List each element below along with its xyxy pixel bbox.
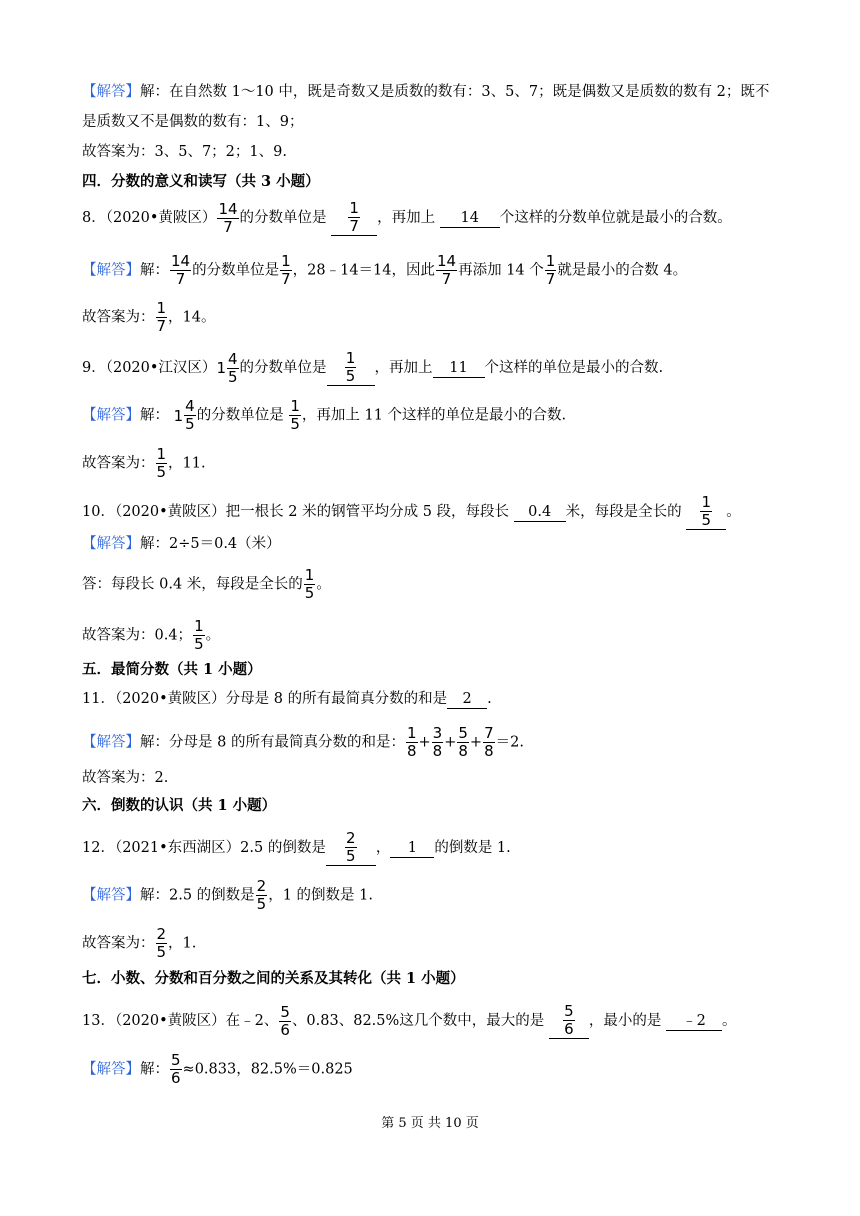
numerator: 5 [458,724,468,742]
question-text: 的倒数是 1. [434,840,511,856]
answer-line [82,618,220,653]
numerator: 1 [156,445,167,463]
section-title: 五．最简分数（共 1 小题） [82,661,262,678]
fraction [289,398,301,433]
numerator: 2 [156,925,167,943]
solution-text: ，1 的倒数是 1. [268,887,373,904]
denominator: 8 [484,742,494,760]
question-text: 的分数单位是 [239,360,327,376]
denominator: 7 [441,270,452,288]
answer-line [82,142,287,162]
question-text: . [487,691,492,707]
denominator: 6 [564,1020,574,1038]
solution-line [82,112,303,132]
numerator: 3 [432,724,443,742]
numerator: 1 [345,349,356,367]
fraction [256,878,268,913]
solution-line [82,253,687,288]
denominator: 8 [406,742,417,760]
denominator: 7 [281,270,291,288]
answer-text: 故答案为： [82,309,155,326]
denominator: 6 [171,1069,181,1087]
page-footer: 第 5 页 共 10 页 [381,1116,479,1131]
solution-text: 是质数又不是偶数的数有：1、9； [82,114,304,130]
section-heading [82,172,320,192]
question-13 [82,1003,737,1039]
numerator: 5 [280,1002,290,1021]
section-heading [82,796,276,816]
question-text: ，再加上 [374,360,433,376]
denominator: 5 [701,511,712,529]
answer-text: ，14。 [168,309,216,326]
denominator: 6 [280,1020,290,1039]
numerator: 14 [218,199,238,218]
answer-tag: 【解答】 [82,407,140,424]
fraction [345,350,357,385]
question-text: 12．（2021•东西湖区）2.5 的倒数是 [82,840,326,856]
answer-blank [686,494,726,530]
denominator: 7 [223,217,233,236]
denominator: 5 [256,895,267,913]
answer-text: 故答案为： [82,455,155,472]
answer-text: ，11. [168,455,206,472]
solution-line [82,567,331,602]
answer-blank: 1 [390,839,434,858]
fraction [436,253,457,288]
answer-tag: 【解答】 [82,887,140,904]
solution-text: 解：2÷5＝0.4（米） [140,536,281,552]
answer-text: 。 [205,627,221,644]
fraction [345,830,357,865]
fraction [348,200,360,235]
solution-line [82,1052,353,1087]
question-text: ，再加上 [377,210,436,226]
answer-line [82,768,168,788]
question-12 [82,830,511,866]
denominator: 5 [346,847,356,865]
numerator: 1 [156,299,167,317]
numerator: 7 [484,724,494,742]
numerator: 1 [194,617,204,635]
solution-text: ，再加上 11 个这样的单位是最小的合数. [301,407,567,424]
section-title: 四．分数的意义和读写（共 3 小题） [82,173,320,190]
solution-text: 就是最小的合数 4。 [557,262,688,279]
fraction [156,300,168,335]
denominator: 7 [545,270,556,288]
fraction [156,926,168,961]
question-text: 个这样的分数单位就是最小的合数。 [499,210,732,226]
solution-text: 解： [140,262,169,279]
fraction [170,1052,182,1087]
fraction [217,201,238,236]
numerator: 1 [349,199,359,217]
fraction [406,725,418,760]
numerator: 5 [564,1002,574,1020]
answer-text: ，1. [168,935,197,952]
denominator: 5 [156,463,167,481]
answer-blank: 0.4 [514,503,566,522]
denominator: 7 [156,317,167,335]
denominator: 5 [304,584,315,602]
numerator: 1 [304,566,315,584]
fraction [483,725,495,760]
numerator: 1 [545,252,556,270]
section-heading [82,660,262,680]
solution-text: 解： [140,407,169,424]
solution-text: 再添加 14 个 [458,262,544,279]
answer-line [82,926,196,961]
question-text: 。 [726,504,741,520]
fraction [170,253,191,288]
answer-blank [326,830,376,866]
denominator: 5 [290,415,300,433]
answer-tag: 【解答】 [82,1061,140,1078]
question-text: 。 [722,1013,737,1029]
denominator: 7 [175,270,186,288]
answer-blank: ﹣2 [666,1012,722,1031]
solution-text: 。 [316,576,331,593]
question-text: ， [375,840,391,856]
numerator: 1 [281,252,291,270]
question-text: ，最小的是 [588,1013,662,1029]
solution-text: 解： [140,1061,169,1078]
denominator: 5 [156,943,167,961]
plus-sign: + [444,734,457,751]
fraction [280,253,292,288]
question-number: 9．（2020•江汉区） [82,360,217,376]
fraction [227,351,239,386]
denominator: 5 [345,367,356,385]
plus-sign: + [469,734,483,751]
question-text: 13．（2020•黄陂区）在﹣2、 [82,1013,279,1029]
denominator: 8 [458,742,468,760]
fraction [279,1004,291,1039]
fraction [700,494,712,529]
numerator: 1 [406,724,417,742]
fraction [563,1003,575,1038]
answer-tag: 【解答】 [82,84,140,100]
question-text: 个这样的单位是最小的合数. [484,360,664,376]
answer-blank [549,1003,589,1039]
section-title: 六．倒数的认识（共 1 小题） [82,797,277,814]
solution-text: 的分数单位是 [196,407,289,424]
plus-sign: + [418,734,431,751]
answer-text: 故答案为：2. [82,770,169,786]
answer-blank [327,350,375,386]
question-9 [82,350,663,386]
solution-text: 解：2.5 的倒数是 [140,887,255,904]
whole-part: 1 [173,406,184,425]
numerator: 1 [290,397,300,415]
question-10 [82,494,741,530]
numerator: 4 [185,397,195,415]
denominator: 5 [227,367,238,386]
fraction [545,253,557,288]
answer-blank: 2 [447,690,487,709]
fraction [457,725,469,760]
solution-text: 答：每段长 0.4 米，每段是全长的 [82,576,303,593]
denominator: 7 [349,217,359,235]
fraction [432,725,444,760]
answer-tag: 【解答】 [82,734,140,751]
answer-blank: 11 [433,359,485,378]
solution-text: 解：在自然数 1～10 中，既是奇数又是质数的数有：3、5、7；既是偶数又是质数的数有 2；既不 [140,84,770,100]
denominator: 5 [185,415,195,433]
answer-text: 故答案为：0.4； [82,627,193,644]
solution-text: ，28﹣14＝14，因此 [292,262,435,279]
question-number: 8．（2020•黄陂区） [82,210,217,226]
solution-text: ＝2. [495,734,524,751]
answer-text: 故答案为： [82,935,155,952]
answer-line [82,300,216,335]
solution-line [82,398,566,433]
numerator: 2 [256,877,267,895]
fraction [184,398,196,433]
fraction [304,567,316,602]
fraction [156,446,168,481]
solution-text: 的分数单位是 [192,262,280,279]
numerator: 2 [346,829,356,847]
solution-line [82,534,281,554]
numerator: 14 [437,252,457,270]
answer-tag: 【解答】 [82,262,140,279]
numerator: 1 [701,493,712,511]
answer-blank [331,200,377,236]
solution-text: 解：分母是 8 的所有最简真分数的和是： [140,734,405,751]
mixed-number [174,398,197,433]
solution-line [82,725,524,760]
solution-line [82,82,769,102]
question-11 [82,689,492,709]
question-text: 11．（2020•黄陂区）分母是 8 的所有最简真分数的和是 [82,691,448,707]
answer-blank: 14 [440,209,500,228]
answer-tag: 【解答】 [82,536,140,552]
question-text: 、0.83、82.5%这几个数中，最大的是 [291,1013,545,1029]
numerator: 5 [171,1051,181,1069]
numerator: 4 [227,349,238,368]
mixed-number [216,351,239,386]
question-8 [82,200,732,236]
denominator: 8 [432,742,443,760]
answer-text: 故答案为：3、5、7；2；1、9. [82,144,287,160]
question-text: 10．（2020•黄陂区）把一根长 2 米的钢管平均分成 5 段，每段长 [82,504,510,520]
denominator: 5 [194,635,204,653]
answer-line [82,446,206,481]
solution-text: ≈0.833，82.5%＝0.825 [182,1061,353,1078]
section-heading [82,969,465,989]
numerator: 14 [171,252,191,270]
question-text: 米，每段是全长的 [565,504,682,520]
solution-line [82,878,373,913]
fraction [193,618,205,653]
whole-part: 1 [216,359,226,377]
section-title: 七．小数、分数和百分数之间的关系及其转化（共 1 小题） [82,970,465,987]
question-text: 的分数单位是 [239,210,327,226]
